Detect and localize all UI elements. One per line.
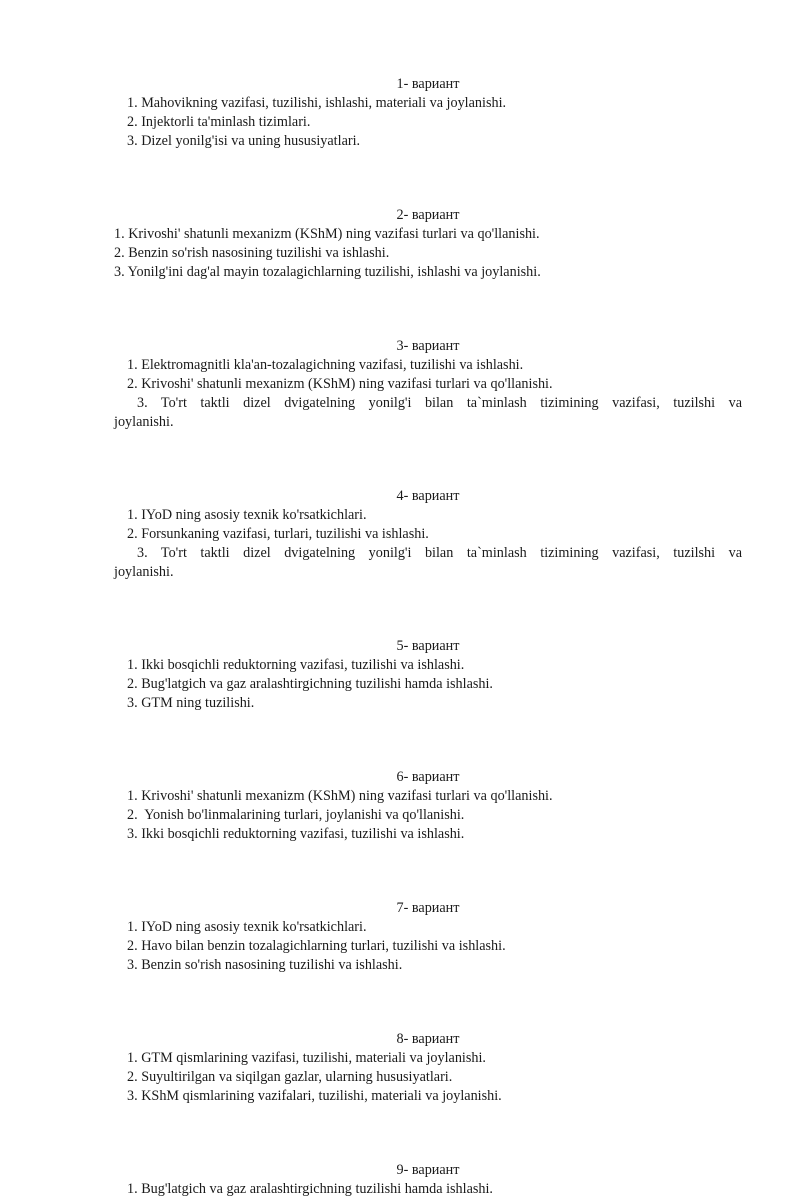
spacer <box>114 1106 742 1161</box>
question-item: 3. Benzin so'rish nasosining tuzilishi va ishlashi. <box>127 957 403 973</box>
variant-title: 8- вариант <box>396 1031 460 1047</box>
variant-title: 2- вариант <box>396 207 460 223</box>
question-item: 3. GTM ning tuzilishi. <box>127 695 255 711</box>
variant-title: 4- вариант <box>396 488 460 504</box>
question-item: 2. Bug'latgich va gaz aralashtirgichning tuzilishi hamda ishlashi. <box>127 676 493 692</box>
variant-title: 3- вариант <box>396 338 460 354</box>
question-item: 1. Elektromagnitli kla'an-tozalagichning vazifasi, tuzilishi va ishlashi. <box>127 357 524 373</box>
question-item: 1. IYoD ning asosiy texnik ko'rsatkichlari. <box>127 507 367 523</box>
variant-3 <box>114 337 742 432</box>
question-item: 2. Havo bilan benzin tozalagichlarning turlari, tuzilishi va ishlashi. <box>127 938 506 954</box>
question-item: 3. KShM qismlarining vazifalari, tuzilishi, materiali va joylanishi. <box>127 1088 502 1104</box>
question-item: 1. GTM qismlarining vazifasi, tuzilishi, materiali va joylanishi. <box>127 1050 486 1066</box>
question-item: 2. Krivoshi' shatunli mexanizm (KShM) ning vazifasi turlari va qo'llanishi. <box>127 376 553 392</box>
question-item: 2. Injektorli ta'minlash tizimlari. <box>127 114 311 130</box>
variant-6 <box>114 768 742 844</box>
question-item: 3. Ikki bosqichli reduktorning vazifasi, tuzilishi va ishlashi. <box>127 826 465 842</box>
spacer <box>114 844 742 899</box>
question-item: 2. Forsunkaning vazifasi, turlari, tuzilishi va ishlashi. <box>127 526 429 542</box>
question-item: 1. Krivoshi' shatunli mexanizm (KShM) ning vazifasi turlari va qo'llanishi. <box>114 226 540 242</box>
spacer <box>114 432 742 487</box>
question-item: 2. Suyultirilgan va siqilgan gazlar, ularning hususiyatlari. <box>127 1069 453 1085</box>
spacer <box>114 713 742 768</box>
spacer <box>114 582 742 637</box>
question-item-continuation: joylanishi. <box>114 564 174 580</box>
question-item: 3. To'rt taktli dizel dvigatelning yonilg'i bilan ta`minlash tizimining vazifasi, tuzilshi va <box>137 545 742 561</box>
question-item: 1. IYoD ning asosiy texnik ko'rsatkichlari. <box>127 919 367 935</box>
variant-4 <box>114 487 742 582</box>
variant-title: 9- вариант <box>396 1162 460 1178</box>
variant-8 <box>114 1030 742 1106</box>
question-item: 1. Bug'latgich va gaz aralashtirgichning tuzilishi hamda ishlashi. <box>127 1181 493 1197</box>
question-item-continuation: joylanishi. <box>114 414 174 430</box>
variant-title: 1- вариант <box>396 76 460 92</box>
question-item: 2. Yonish bo'linmalarining turlari, joylanishi va qo'llanishi. <box>127 807 465 823</box>
document-page <box>114 75 742 1199</box>
spacer <box>114 151 742 206</box>
question-item: 1. Ikki bosqichli reduktorning vazifasi, tuzilishi va ishlashi. <box>127 657 465 673</box>
spacer <box>114 282 742 337</box>
variant-5 <box>114 637 742 713</box>
variant-title: 7- вариант <box>396 900 460 916</box>
variant-9 <box>114 1161 742 1199</box>
spacer <box>114 975 742 1030</box>
question-item: 1. Mahovikning vazifasi, tuzilishi, ishlashi, materiali va joylanishi. <box>127 95 507 111</box>
question-item: 3. Yonilg'ini dag'al mayin tozalagichlarning tuzilishi, ishlashi va joylanishi. <box>114 264 541 280</box>
question-item: 3. To'rt taktli dizel dvigatelning yonilg'i bilan ta`minlash tizimining vazifasi, tuzilshi va <box>137 395 742 411</box>
question-item: 1. Krivoshi' shatunli mexanizm (KShM) ning vazifasi turlari va qo'llanishi. <box>127 788 553 804</box>
variant-title: 5- вариант <box>396 638 460 654</box>
question-item: 3. Dizel yonilg'isi va uning hususiyatlari. <box>127 133 361 149</box>
variant-title: 6- вариант <box>396 769 460 785</box>
variant-7 <box>114 899 742 975</box>
variant-1 <box>114 75 742 151</box>
question-item: 2. Benzin so'rish nasosining tuzilishi va ishlashi. <box>114 245 390 261</box>
variant-2 <box>114 206 742 282</box>
